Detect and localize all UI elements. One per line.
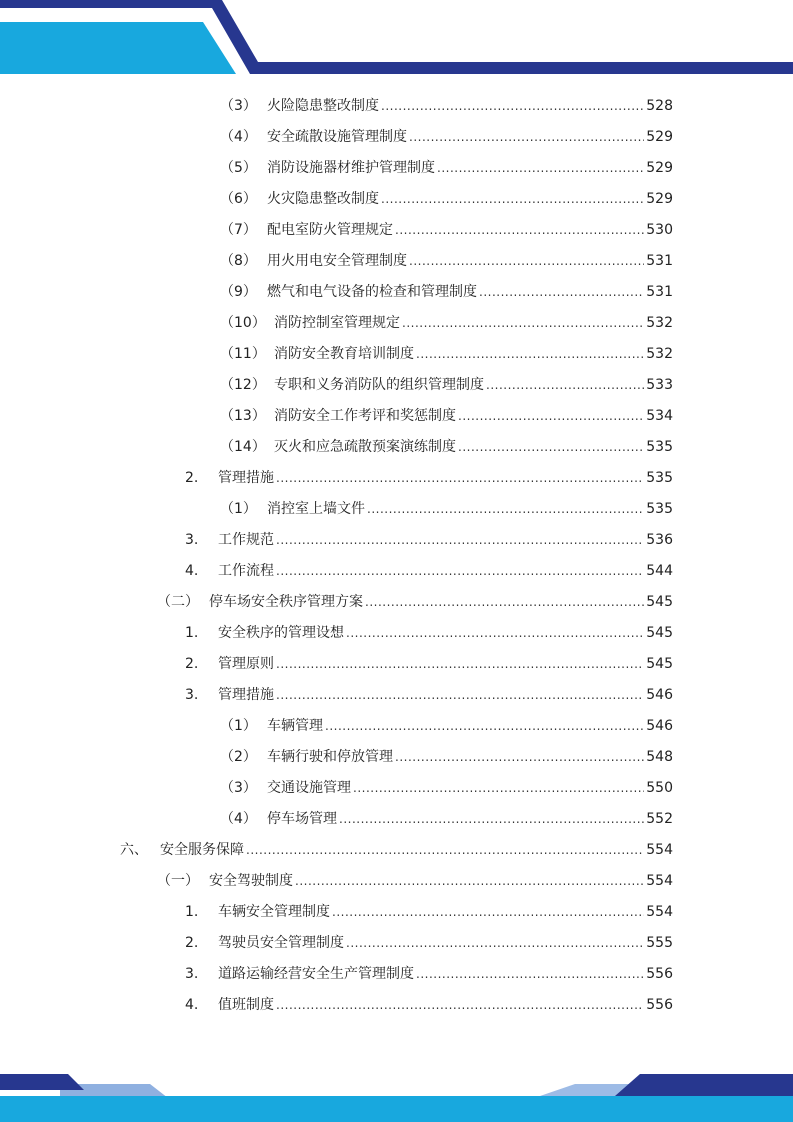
toc-entry[interactable] <box>0 649 793 680</box>
toc-entry-page: 533 <box>646 377 673 393</box>
toc-entry-title: 燃气和电气设备的检查和管理制度 <box>267 284 477 300</box>
toc-dot-leader <box>295 866 644 897</box>
toc-dot-leader <box>381 184 644 215</box>
toc-entry[interactable] <box>0 587 793 618</box>
toc-dot-leader <box>339 804 644 835</box>
footer-dark-left <box>0 1074 84 1090</box>
toc-entry-number: 2. <box>185 470 199 486</box>
toc-entry-title: 车辆管理 <box>267 718 323 734</box>
toc-entry-number: （4） <box>220 129 257 145</box>
toc-dot-leader <box>276 525 644 556</box>
toc-entry-page: 550 <box>646 780 673 796</box>
toc-dot-leader <box>458 432 644 463</box>
toc-entry-line <box>220 153 673 184</box>
toc-entry[interactable] <box>0 928 793 959</box>
toc-dot-leader <box>346 928 644 959</box>
toc-entry-title: 安全秩序的管理设想 <box>218 625 344 641</box>
toc-entry-number: （3） <box>220 98 257 114</box>
toc-entry[interactable] <box>0 990 793 1021</box>
toc-entry-page: 529 <box>646 191 673 207</box>
toc-dot-leader <box>409 246 644 277</box>
toc-entry-title: 灭火和应急疏散预案演练制度 <box>274 439 456 455</box>
toc-entry-title: 专职和义务消防队的组织管理制度 <box>274 377 484 393</box>
toc-dot-leader <box>276 680 644 711</box>
footer-decoration <box>0 1070 793 1122</box>
toc-entry-line <box>220 91 673 122</box>
toc-entry-page: 535 <box>646 470 673 486</box>
toc-entry[interactable] <box>0 680 793 711</box>
toc-entry[interactable] <box>0 401 793 432</box>
toc-entry-number: 2. <box>185 935 199 951</box>
toc-entry-line <box>185 618 673 649</box>
toc-entry-title: 管理措施 <box>218 687 274 703</box>
toc-entry-title: 消防安全工作考评和奖惩制度 <box>274 408 456 424</box>
toc-entry-line <box>220 773 673 804</box>
toc-entry-number: （4） <box>220 811 257 827</box>
toc-entry-page: 546 <box>646 718 673 734</box>
toc-dot-leader <box>346 618 644 649</box>
toc-dot-leader <box>276 990 644 1021</box>
toc-dot-leader <box>458 401 644 432</box>
toc-entry-number: 3. <box>185 532 199 548</box>
toc-entry[interactable] <box>0 959 793 990</box>
toc-entry-number: 4. <box>185 997 199 1013</box>
toc-entry-page: 555 <box>646 935 673 951</box>
toc-entry-page: 536 <box>646 532 673 548</box>
toc-entry-number: （1） <box>220 501 257 517</box>
footer-cyan-band <box>0 1096 793 1122</box>
toc-entry-line <box>220 742 673 773</box>
toc-entry-page: 552 <box>646 811 673 827</box>
toc-entry-page: 534 <box>646 408 673 424</box>
toc-entry-line <box>220 308 673 339</box>
toc-entry-page: 554 <box>646 842 673 858</box>
toc-entry-line <box>220 370 673 401</box>
toc-entry-title: 值班制度 <box>218 997 274 1013</box>
toc-entry-number: （13） <box>220 408 266 424</box>
toc-entry[interactable] <box>0 370 793 401</box>
toc-dot-leader <box>381 91 644 122</box>
toc-entry-line <box>220 122 673 153</box>
toc-entry-title: 消防控制室管理规定 <box>274 315 400 331</box>
toc-entry-page: 531 <box>646 284 673 300</box>
toc-entry-title: 用火用电安全管理制度 <box>267 253 407 269</box>
toc-entry-title: 管理原则 <box>218 656 274 672</box>
toc-entry[interactable] <box>0 91 793 122</box>
toc-entry-number: （3） <box>220 780 257 796</box>
toc-entry-line <box>185 959 673 990</box>
toc-entry-line <box>120 835 673 866</box>
toc-dot-leader <box>395 215 644 246</box>
toc-entry[interactable] <box>0 432 793 463</box>
toc-entry-number: （8） <box>220 253 257 269</box>
toc-entry-line <box>220 494 673 525</box>
toc-dot-leader <box>409 122 644 153</box>
toc-entry-number: （2） <box>220 749 257 765</box>
toc-entry-line <box>185 649 673 680</box>
toc-dot-leader <box>353 773 644 804</box>
toc-entry-title: 停车场管理 <box>267 811 337 827</box>
toc-entry[interactable] <box>0 525 793 556</box>
toc-entry-page: 530 <box>646 222 673 238</box>
header-decoration <box>0 0 793 80</box>
toc-entry-number: 2. <box>185 656 199 672</box>
toc-entry-page: 556 <box>646 966 673 982</box>
toc-entry-page: 529 <box>646 129 673 145</box>
toc-entry[interactable] <box>0 866 793 897</box>
toc-entry[interactable] <box>0 711 793 742</box>
toc-dot-leader <box>416 959 644 990</box>
header-cyan-band <box>0 22 236 74</box>
toc-entry[interactable] <box>0 277 793 308</box>
toc-entry-page: 554 <box>646 904 673 920</box>
toc-entry[interactable] <box>0 339 793 370</box>
toc-entry-title: 车辆行驶和停放管理 <box>267 749 393 765</box>
toc-entry-line <box>220 432 673 463</box>
toc-entry-title: 驾驶员安全管理制度 <box>218 935 344 951</box>
toc-entry-line <box>185 463 673 494</box>
toc-dot-leader <box>416 339 644 370</box>
toc-entry-page: 545 <box>646 656 673 672</box>
toc-entry-number: 1. <box>185 904 199 920</box>
toc-entry-line <box>157 587 673 618</box>
toc-entry-title: 安全服务保障 <box>160 842 244 858</box>
toc-dot-leader <box>246 835 644 866</box>
toc-entry-line <box>185 897 673 928</box>
toc-entry-title: 停车场安全秩序管理方案 <box>209 594 363 610</box>
toc-dot-leader <box>402 308 644 339</box>
toc-entry-page: 544 <box>646 563 673 579</box>
toc-entry-page: 531 <box>646 253 673 269</box>
toc-entry[interactable] <box>0 804 793 835</box>
toc-entry[interactable] <box>0 308 793 339</box>
toc-entry-number: （6） <box>220 191 257 207</box>
toc-entry-number: （10） <box>220 315 266 331</box>
toc-dot-leader <box>486 370 644 401</box>
toc-entry[interactable] <box>0 556 793 587</box>
toc-entry-number: 1. <box>185 625 199 641</box>
toc-entry-page: 529 <box>646 160 673 176</box>
toc-entry-title: 火险隐患整改制度 <box>267 98 379 114</box>
toc-entry-number: （11） <box>220 346 266 362</box>
toc-entry-title: 消防设施器材维护管理制度 <box>267 160 435 176</box>
toc-entry-number: 3. <box>185 687 199 703</box>
toc-entry-title: 火灾隐患整改制度 <box>267 191 379 207</box>
toc-entry[interactable] <box>0 618 793 649</box>
toc-entry-title: 工作规范 <box>218 532 274 548</box>
toc-entry-number: （1） <box>220 718 257 734</box>
toc-entry-line <box>185 928 673 959</box>
toc-entry-page: 535 <box>646 501 673 517</box>
toc-entry-page: 546 <box>646 687 673 703</box>
toc-dot-leader <box>325 711 644 742</box>
toc-entry-title: 道路运输经营安全生产管理制度 <box>218 966 414 982</box>
toc-entry-page: 532 <box>646 315 673 331</box>
toc-entry-title: 消防安全教育培训制度 <box>274 346 414 362</box>
toc-entry-line <box>185 556 673 587</box>
toc-entry-title: 车辆安全管理制度 <box>218 904 330 920</box>
toc-entry[interactable] <box>0 122 793 153</box>
toc-entry-line <box>185 525 673 556</box>
toc-entry[interactable] <box>0 773 793 804</box>
toc-entry-line <box>220 215 673 246</box>
toc-entry[interactable] <box>0 246 793 277</box>
toc-entry-line <box>185 990 673 1021</box>
toc-entry-line <box>157 866 673 897</box>
toc-entry-number: （14） <box>220 439 266 455</box>
toc-entry-number: 3. <box>185 966 199 982</box>
toc-entry[interactable] <box>0 215 793 246</box>
toc-entry[interactable] <box>0 742 793 773</box>
toc-entry-line <box>220 277 673 308</box>
toc-entry-line <box>220 184 673 215</box>
toc-entry[interactable] <box>0 835 793 866</box>
toc-entry-number: 六、 <box>120 842 148 858</box>
toc-dot-leader <box>276 556 644 587</box>
toc-dot-leader <box>437 153 644 184</box>
toc-entry[interactable] <box>0 153 793 184</box>
toc-entry-number: 4. <box>185 563 199 579</box>
toc-entry-page: 548 <box>646 749 673 765</box>
toc-entry-line <box>220 804 673 835</box>
toc-entry[interactable] <box>0 897 793 928</box>
toc-entry-page: 528 <box>646 98 673 114</box>
toc-dot-leader <box>332 897 644 928</box>
toc-entry-number: （9） <box>220 284 257 300</box>
footer-dark-right <box>615 1074 793 1096</box>
toc-entry-title: 工作流程 <box>218 563 274 579</box>
toc-entry-title: 管理措施 <box>218 470 274 486</box>
toc-entry-title: 安全驾驶制度 <box>209 873 293 889</box>
toc-dot-leader <box>276 463 644 494</box>
toc-entry-line <box>220 401 673 432</box>
toc-entry-line <box>220 246 673 277</box>
toc-entry-number: （一） <box>157 873 199 889</box>
toc-entry-page: 545 <box>646 594 673 610</box>
toc-entry[interactable] <box>0 463 793 494</box>
toc-entry-title: 配电室防火管理规定 <box>267 222 393 238</box>
toc-dot-leader <box>367 494 644 525</box>
toc-entry-page: 554 <box>646 873 673 889</box>
toc-entry-line <box>220 711 673 742</box>
toc-entry-line <box>220 339 673 370</box>
toc-dot-leader <box>479 277 644 308</box>
toc-entry-number: （12） <box>220 377 266 393</box>
toc-dot-leader <box>276 649 644 680</box>
toc-entry[interactable] <box>0 184 793 215</box>
toc-dot-leader <box>395 742 644 773</box>
toc-entry-title: 消控室上墙文件 <box>267 501 365 517</box>
toc-entry-title: 安全疏散设施管理制度 <box>267 129 407 145</box>
toc-entry-number: （7） <box>220 222 257 238</box>
toc-entry-title: 交通设施管理 <box>267 780 351 796</box>
toc-entry-line <box>185 680 673 711</box>
toc-entry[interactable] <box>0 494 793 525</box>
toc-dot-leader <box>365 587 644 618</box>
toc-entry-page: 532 <box>646 346 673 362</box>
table-of-contents <box>0 91 793 1021</box>
toc-entry-page: 545 <box>646 625 673 641</box>
toc-entry-number: （5） <box>220 160 257 176</box>
toc-entry-page: 556 <box>646 997 673 1013</box>
toc-entry-page: 535 <box>646 439 673 455</box>
toc-entry-number: （二） <box>157 594 199 610</box>
